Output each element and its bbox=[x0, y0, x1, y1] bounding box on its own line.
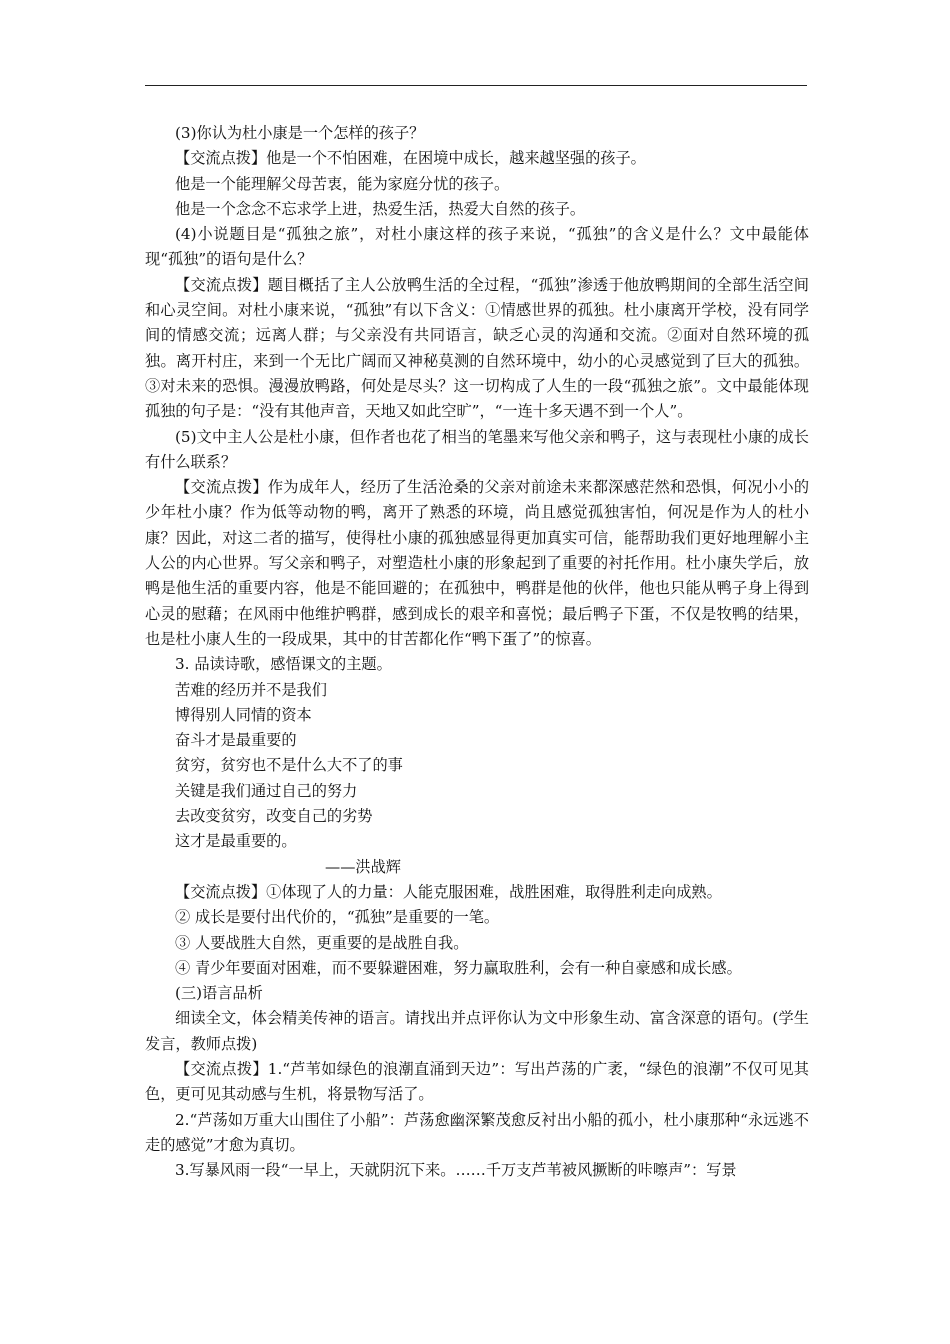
paragraph: 他是一个念念不忘求学上进，热爱生活，热爱大自然的孩子。 bbox=[175, 199, 586, 218]
paragraph: (5)文中主人公是杜小康，但作者也花了相当的笔墨来写他父亲和鸭子，这与表现杜小康的成长有什么联系？ bbox=[145, 427, 809, 471]
poem-line: 苦难的经历并不是我们 bbox=[175, 680, 327, 699]
paragraph: 细读全文，体会精美传神的语言。请找出并点评你认为文中形象生动、富含深意的语句。(学生发言，教师点拨) bbox=[145, 1009, 809, 1053]
paragraph: 【交流点拨】①体现了人的力量：人能克服困难，战胜困难，取得胜利走向成熟。 bbox=[175, 882, 722, 901]
paragraph: 【交流点拨】作为成年人，经历了生活沧桑的父亲对前途未来都深感茫然和恐惧，何况小小的少年杜小康？作为低等动物的鸭，离开了熟悉的环境，尚且感觉孤独害怕，何况是作为人的杜小康？因此，对这二者的描写，使得杜小康的孤独感显得更加真实可信，能帮助我们更好地理解小主人公的内心世界。写父亲和鸭子，对塑造杜小康的形象起到了重要的衬托作用。杜小康失学后，放鸭是他生活的重要内容，他是不能回避的；在孤独中，鸭群是他的伙伴，他也只能从鸭子身上得到心灵的慰藉；在风雨中他维护鸭群，感到成长的艰辛和喜悦；最后鸭子下蛋，不仅是牧鸭的结果，也是杜小康人生的一段成果，其中的甘苦都化作“鸭下蛋了”的惊喜。 bbox=[145, 478, 809, 648]
paragraph: 【交流点拨】题目概括了主人公放鸭生活的全过程，“孤独”渗透于他放鸭期间的全部生活空间和心灵空间。对杜小康来说，“孤独”有以下含义：①情感世界的孤独。杜小康离开学校，没有同学间的情感交流；远离人群；与父亲没有共同语言，缺乏心灵的沟通和交流。②面对自然环境的孤独。离开村庄，来到一个无比广阔而又神秘莫测的自然环境中，幼小的心灵感觉到了巨大的孤独。③对未来的恐惧。漫漫放鸭路，何处是尽头？这一切构成了人生的一段“孤独之旅”。文中最能体现孤独的句子是：“没有其他声音，天地又如此空旷”，“一连十多天遇不到一个人”。 bbox=[145, 275, 809, 421]
paragraph: 3.写暴风雨一段“一早上，天就阴沉下来。……千万支芦苇被风撅断的咔嚓声”：写景 bbox=[175, 1161, 737, 1180]
poem-line: 贫穷，贫穷也不是什么大不了的事 bbox=[175, 756, 403, 775]
poem-line: 关键是我们通过自己的努力 bbox=[175, 781, 358, 800]
paragraph: 【交流点拨】1.“芦苇如绿色的浪潮直涌到天边”：写出芦荡的广袤，“绿色的浪潮”不仅可见其色，更可见其动感与生机，将景物写活了。 bbox=[145, 1059, 809, 1104]
poem-line: 去改变贫穷，改变自己的劣势 bbox=[175, 807, 373, 826]
paragraph: ④ 青少年要面对困难，而不要躲避困难，努力赢取胜利，会有一种自豪感和成长感。 bbox=[175, 958, 742, 977]
paragraph: (3)你认为杜小康是一个怎样的孩子？ bbox=[175, 124, 425, 142]
poem-author: ——洪战辉 bbox=[325, 857, 401, 876]
paragraph: ② 成长是要付出代价的，“孤独”是重要的一笔。 bbox=[175, 908, 500, 927]
poem-line: 这才是最重要的。 bbox=[175, 832, 297, 851]
paragraph: 他是一个能理解父母苦衷，能为家庭分忧的孩子。 bbox=[175, 174, 510, 193]
poem-line: 博得别人同情的资本 bbox=[175, 705, 312, 724]
document-body bbox=[145, 121, 809, 1183]
paragraph: (三)语言品析 bbox=[175, 984, 263, 1003]
header-rule bbox=[145, 85, 807, 86]
poem-line: 奋斗才是最重要的 bbox=[175, 731, 297, 750]
paragraph: ③ 人要战胜大自然，更重要的是战胜自我。 bbox=[175, 933, 469, 952]
paragraph: (4)小说题目是“孤独之旅”，对杜小康这样的孩子来说，“孤独”的含义是什么？文中最能体现“孤独”的语句是什么？ bbox=[145, 225, 809, 269]
paragraph: 【交流点拨】他是一个不怕困难，在困境中成长，越来越坚强的孩子。 bbox=[175, 149, 646, 168]
paragraph: 3. 品读诗歌，感悟课文的主题。 bbox=[175, 655, 392, 674]
paragraph: 2.“芦荡如万重大山围住了小船”：芦荡愈幽深繁茂愈反衬出小船的孤小，杜小康那种“永远逃不走的感觉”才愈为真切。 bbox=[145, 1110, 809, 1154]
